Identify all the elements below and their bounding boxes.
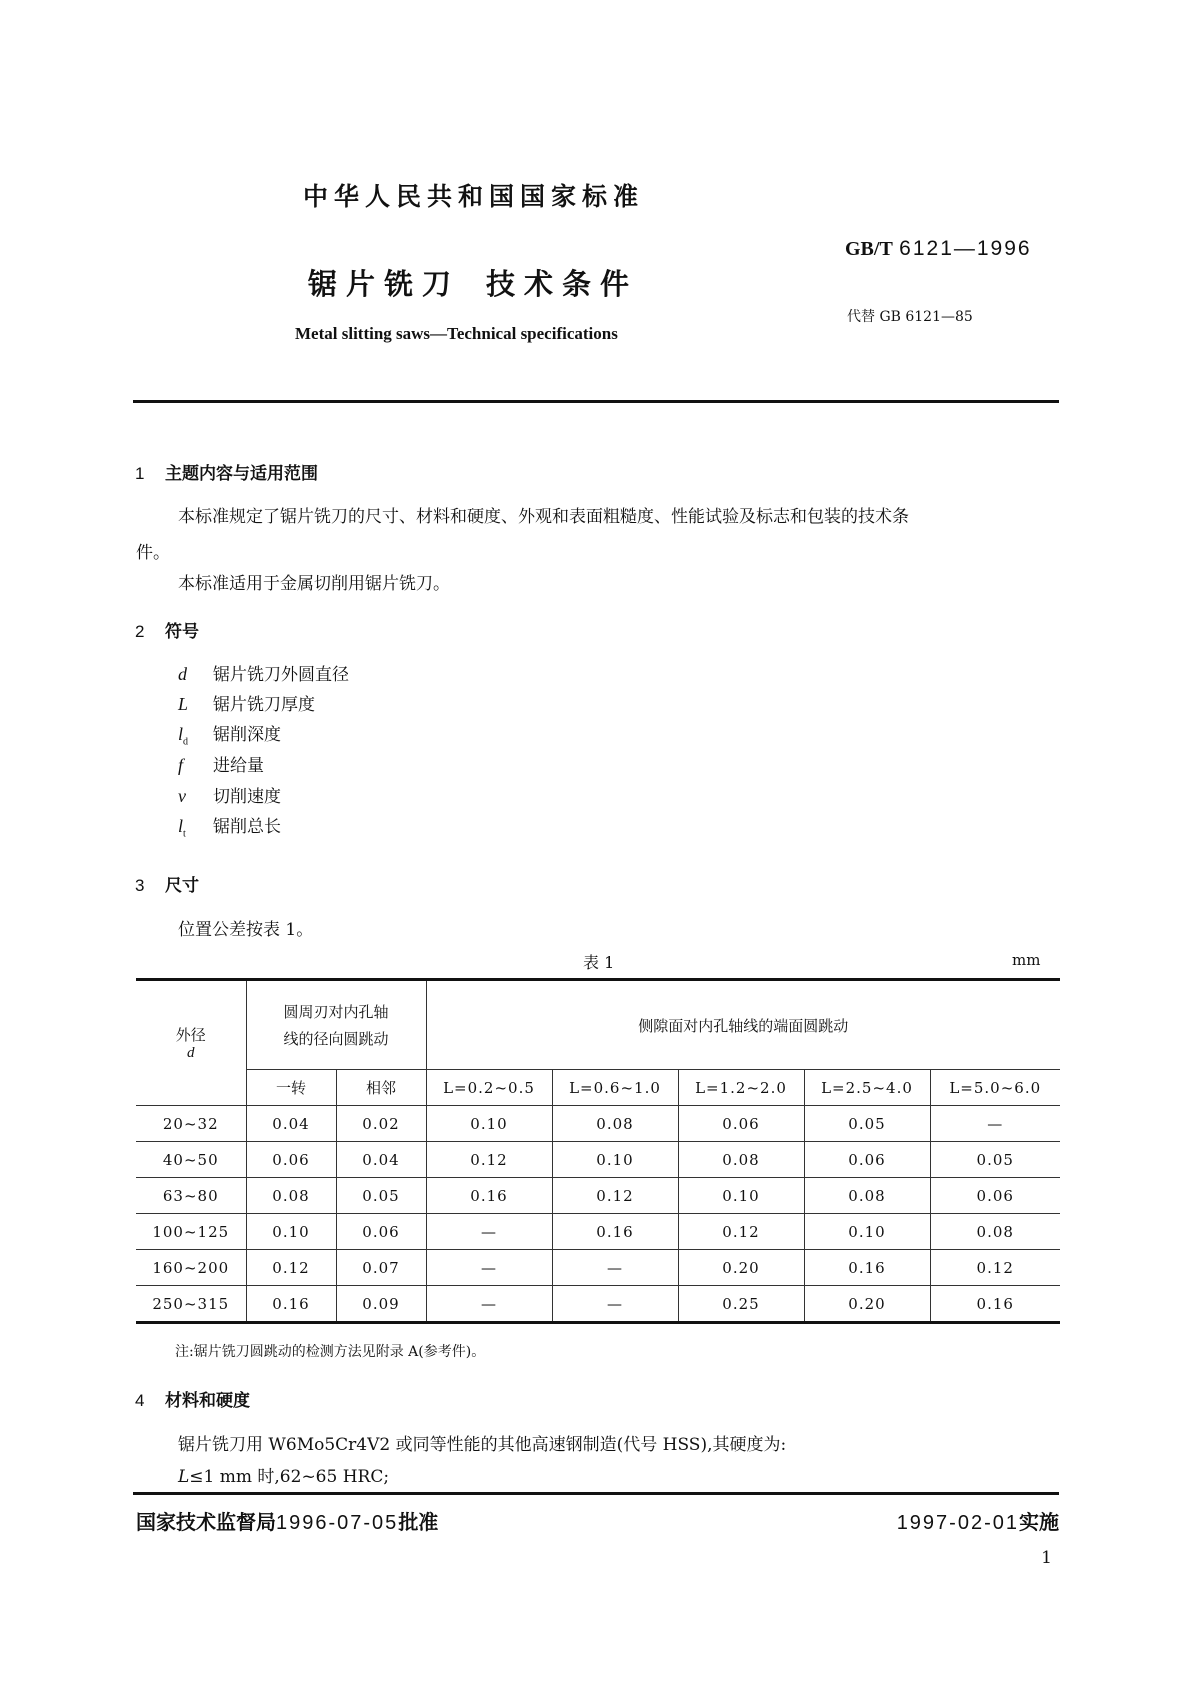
table-cell: 0.25 bbox=[678, 1286, 804, 1323]
table-cell: 0.16 bbox=[804, 1250, 930, 1286]
table-cell: 0.10 bbox=[552, 1142, 678, 1178]
section-number: 3 bbox=[135, 876, 145, 895]
effective-line bbox=[897, 1506, 1059, 1535]
table-cell: 0.04 bbox=[336, 1142, 426, 1178]
table-unit: mm bbox=[1012, 951, 1041, 969]
table-cell: 250~315 bbox=[136, 1286, 246, 1323]
subheader-adjacent: 相邻 bbox=[336, 1070, 426, 1106]
symbol-subscript: t bbox=[183, 828, 186, 840]
table-cell: 0.05 bbox=[930, 1142, 1060, 1178]
approval-line bbox=[136, 1506, 438, 1535]
table-cell: — bbox=[426, 1286, 552, 1323]
table-row bbox=[136, 1142, 1060, 1178]
table-cell: 0.06 bbox=[678, 1106, 804, 1142]
section-number: 4 bbox=[135, 1391, 145, 1410]
table-cell: 0.08 bbox=[246, 1178, 336, 1214]
section-number: 1 bbox=[135, 464, 145, 483]
table-cell: 40~50 bbox=[136, 1142, 246, 1178]
symbol: l bbox=[178, 724, 184, 744]
header-symbol: d bbox=[187, 1045, 195, 1061]
header-label: 线的径向圆跳动 bbox=[283, 1030, 389, 1048]
subheader-L-range: L=2.5~4.0 bbox=[804, 1070, 930, 1106]
table-cell: 0.10 bbox=[246, 1214, 336, 1250]
table-cell: — bbox=[426, 1250, 552, 1286]
subheader-L-range: L=0.2~0.5 bbox=[426, 1070, 552, 1106]
table-cell: 0.10 bbox=[804, 1214, 930, 1250]
title-part2: 技术条件 bbox=[486, 267, 639, 301]
table-cell: 0.16 bbox=[426, 1178, 552, 1214]
symbol-item bbox=[178, 812, 281, 840]
table-cell: 63~80 bbox=[136, 1178, 246, 1214]
section-number: 2 bbox=[135, 622, 145, 641]
table-cell: 20~32 bbox=[136, 1106, 246, 1142]
table-cell: 0.08 bbox=[552, 1106, 678, 1142]
table-cell: 0.20 bbox=[678, 1250, 804, 1286]
section-1-paragraph-1: 本标准规定了锯片铣刀的尺寸、材料和硬度、外观和表面粗糙度、性能试验及标志和包装的技术条 bbox=[178, 507, 909, 527]
table-row bbox=[136, 1106, 1060, 1142]
table-note: 注:锯片铣刀圆跳动的检测方法见附录 A(参考件)。 bbox=[175, 1344, 486, 1360]
document-title bbox=[308, 262, 638, 303]
runout-tolerance-table bbox=[136, 978, 1060, 1324]
table-cell: 0.10 bbox=[678, 1178, 804, 1214]
symbol: f bbox=[178, 755, 184, 775]
table-cell: — bbox=[552, 1250, 678, 1286]
section-title: 符号 bbox=[165, 622, 199, 642]
table-cell: 0.12 bbox=[678, 1214, 804, 1250]
table-cell: 0.06 bbox=[930, 1178, 1060, 1214]
header-radial-runout bbox=[246, 980, 426, 1070]
table-row bbox=[136, 1178, 1060, 1214]
symbol-description: 锯片铣刀厚度 bbox=[213, 695, 315, 715]
table-cell: — bbox=[930, 1106, 1060, 1142]
table-cell: — bbox=[426, 1214, 552, 1250]
symbol-item bbox=[178, 660, 349, 688]
hardness-text: ≤1 mm 时,62~65 HRC; bbox=[189, 1467, 390, 1487]
table-cell: 0.08 bbox=[804, 1178, 930, 1214]
section-1-paragraph-2: 本标准适用于金属切削用锯片铣刀。 bbox=[178, 574, 450, 594]
section-1-paragraph-1-cont: 件。 bbox=[136, 543, 170, 563]
table-cell: 0.08 bbox=[930, 1214, 1060, 1250]
header-label: 圆周刃对内孔轴 bbox=[283, 1003, 389, 1021]
subheader-L-range: L=0.6~1.0 bbox=[552, 1070, 678, 1106]
symbol-subscript: d bbox=[183, 736, 189, 748]
standard-number bbox=[845, 236, 1032, 261]
symbol-item bbox=[178, 690, 315, 718]
approval-label: 批准 bbox=[398, 1510, 439, 1534]
symbol-item bbox=[178, 782, 281, 810]
approval-date: 1996-07-05 bbox=[276, 1512, 399, 1534]
table-cell: 0.16 bbox=[930, 1286, 1060, 1323]
table-cell: 100~125 bbox=[136, 1214, 246, 1250]
header-axial-runout: 侧隙面对内孔轴线的端面圆跳动 bbox=[426, 980, 1060, 1070]
table-cell: 0.16 bbox=[246, 1286, 336, 1323]
header-divider bbox=[133, 400, 1059, 403]
english-title: Metal slitting saws—Technical specifications bbox=[295, 324, 618, 343]
symbol-description: 锯削深度 bbox=[213, 725, 281, 745]
page-number: 1 bbox=[1041, 1548, 1052, 1568]
table-cell: 0.06 bbox=[246, 1142, 336, 1178]
header-outer-diameter bbox=[136, 980, 246, 1106]
table-caption: 表 1 bbox=[583, 953, 615, 972]
table-cell: 0.06 bbox=[336, 1214, 426, 1250]
subheader-one-turn: 一转 bbox=[246, 1070, 336, 1106]
symbol: v bbox=[178, 786, 186, 806]
section-4-heading bbox=[135, 1386, 250, 1411]
footer-divider bbox=[133, 1492, 1059, 1495]
title-part1: 锯片铣刀 bbox=[308, 267, 461, 301]
standard-prefix: GB/T bbox=[845, 238, 893, 260]
section-1-heading bbox=[135, 459, 318, 484]
subheader-L-range: L=5.0~6.0 bbox=[930, 1070, 1060, 1106]
symbol: L bbox=[178, 694, 189, 714]
table-cell: 0.05 bbox=[804, 1106, 930, 1142]
table-cell: 0.05 bbox=[336, 1178, 426, 1214]
table-cell: 0.02 bbox=[336, 1106, 426, 1142]
symbol: l bbox=[178, 816, 184, 836]
subheader-L-range: L=1.2~2.0 bbox=[678, 1070, 804, 1106]
table-cell: 0.16 bbox=[552, 1214, 678, 1250]
table-cell: 0.12 bbox=[246, 1250, 336, 1286]
approver: 国家技术监督局 bbox=[136, 1510, 276, 1534]
effective-label: 实施 bbox=[1019, 1510, 1059, 1534]
table-cell: 0.06 bbox=[804, 1142, 930, 1178]
replaces-standard: 代替 GB 6121—85 bbox=[847, 309, 973, 325]
table-cell: 0.12 bbox=[426, 1142, 552, 1178]
table-row bbox=[136, 1250, 1060, 1286]
table-cell: 160~200 bbox=[136, 1250, 246, 1286]
symbol: L bbox=[178, 1467, 190, 1487]
table-row bbox=[136, 1286, 1060, 1323]
symbol-description: 锯片铣刀外圆直径 bbox=[213, 665, 349, 685]
symbol-item bbox=[178, 720, 281, 748]
section-4-paragraph-2 bbox=[178, 1462, 389, 1487]
section-3-heading bbox=[135, 871, 199, 896]
section-title: 主题内容与适用范围 bbox=[165, 464, 318, 484]
table-cell: 0.09 bbox=[336, 1286, 426, 1323]
table-row bbox=[136, 1214, 1060, 1250]
symbol: d bbox=[178, 664, 187, 684]
effective-date: 1997-02-01 bbox=[896, 1512, 1019, 1534]
table-cell: 0.08 bbox=[678, 1142, 804, 1178]
table-cell: 0.12 bbox=[552, 1178, 678, 1214]
table-cell: 0.07 bbox=[336, 1250, 426, 1286]
table-cell: — bbox=[552, 1286, 678, 1323]
symbol-item bbox=[178, 751, 264, 779]
section-3-paragraph: 位置公差按表 1。 bbox=[178, 920, 314, 940]
symbol-description: 锯削总长 bbox=[213, 817, 281, 837]
table-cell: 0.20 bbox=[804, 1286, 930, 1323]
table-cell: 0.04 bbox=[246, 1106, 336, 1142]
header-label: 外径 bbox=[175, 1026, 206, 1044]
symbol-description: 切削速度 bbox=[213, 787, 281, 807]
section-4-paragraph-1: 锯片铣刀用 W6Mo5Cr4V2 或同等性能的其他高速钢制造(代号 HSS),其硬度为: bbox=[178, 1435, 787, 1455]
table-cell: 0.12 bbox=[930, 1250, 1060, 1286]
section-2-heading bbox=[135, 617, 199, 642]
country-standard-heading: 中华人民共和国国家标准 bbox=[303, 182, 645, 211]
table-cell: 0.10 bbox=[426, 1106, 552, 1142]
symbol-description: 进给量 bbox=[213, 756, 264, 776]
section-title: 材料和硬度 bbox=[165, 1391, 250, 1411]
section-title: 尺寸 bbox=[165, 876, 199, 896]
standard-code: 6121—1996 bbox=[899, 237, 1032, 260]
